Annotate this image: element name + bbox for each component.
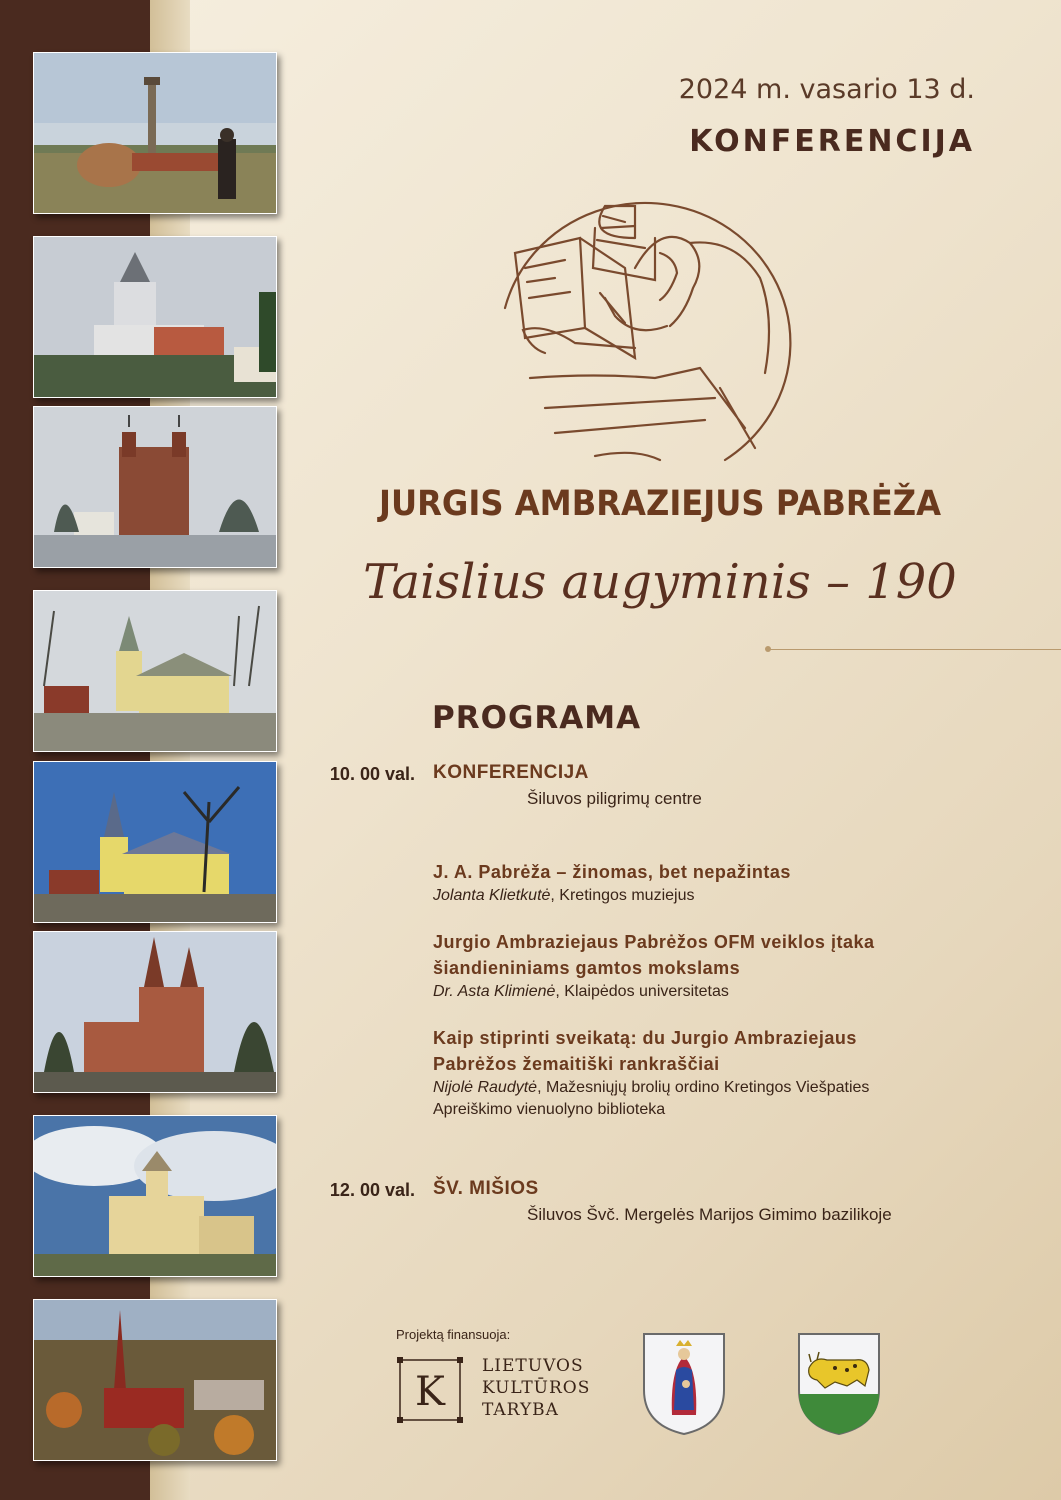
photo-white-church (33, 236, 277, 398)
talk-speaker: Jolanta Klietkutė (433, 887, 551, 904)
talk-speaker: Dr. Asta Klimienė (433, 983, 556, 1000)
monk-writing-emblem-icon (485, 198, 800, 488)
session-title: KONFERENCIJA (433, 762, 589, 783)
photo-town-aerial-view (33, 1299, 277, 1461)
session-place: Šiluvos Švč. Mergelės Marijos Gimimo bazilikoje (527, 1205, 892, 1224)
talk-item (433, 1025, 993, 1121)
talk-speaker-line (433, 885, 993, 907)
lithuanian-culture-council-logo-icon (395, 1355, 465, 1425)
main-title: JURGIS AMBRAZIEJUS PABRĖŽA (379, 484, 941, 524)
photo-roadside-cross (33, 52, 277, 214)
photo-red-twin-tower-church (33, 406, 277, 568)
talk-title: Kaip stiprinti sveikatą: du Jurgio Ambraziejaus (433, 1028, 857, 1048)
session-place: Šiluvos piligrimų centre (527, 789, 702, 808)
talk-title: šiandieniniams gamtos mokslams (433, 958, 741, 978)
talk-affiliation: , Mažesniųjų brolių ordino Kretingos Viešpaties (537, 1079, 870, 1096)
talk-item (433, 859, 993, 907)
talk-title: Pabrėžos žemaitiški rankraščiai (433, 1054, 720, 1074)
talk-speaker-line (433, 1077, 993, 1099)
decorative-rule (770, 649, 1061, 650)
photo-yellow-wooden-church (33, 590, 277, 752)
council-name (482, 1355, 590, 1421)
council-name-line: LIETUVOS (482, 1356, 584, 1376)
talk-affiliation: Apreiškimo vienuolyno biblioteka (433, 1101, 666, 1118)
photo-yellow-church-clouds (33, 1115, 277, 1277)
event-date: 2024 m. vasario 13 d. (678, 74, 975, 105)
photo-red-brick-gothic-church (33, 931, 277, 1093)
funded-by-label: Projektą finansuoja: (396, 1327, 511, 1342)
subtitle: Taislius augyminis – 190 (363, 554, 957, 610)
event-type: KONFERENCIJA (689, 124, 975, 159)
photo-yellow-church-blue-sky (33, 761, 277, 923)
session-title: ŠV. MIŠIOS (433, 1178, 539, 1199)
program-heading: PROGRAMA (432, 700, 642, 736)
talk-title: J. A. Pabrėža – žinomas, bet nepažintas (433, 862, 791, 882)
session-time: 12. 00 val. (329, 1180, 415, 1200)
decorative-rule-dot (765, 646, 771, 652)
council-name-line: TARYBA (482, 1400, 559, 1420)
talk-speaker-line (433, 981, 993, 1003)
talk-item (433, 929, 993, 1003)
council-logo-letter: K (415, 1369, 445, 1415)
session-time: 10. 00 val. (329, 764, 415, 784)
council-name-line: KULTŪROS (482, 1378, 591, 1398)
talk-speaker: Nijolė Raudytė (433, 1079, 538, 1096)
talk-title: Jurgio Ambraziejaus Pabrėžos OFM veiklos įtaka (433, 932, 875, 952)
madonna-crest-icon (640, 1330, 728, 1438)
talk-affiliation: , Kretingos muziejus (550, 887, 695, 904)
talk-affiliation: , Klaipėdos universitetas (555, 983, 729, 1000)
lynx-crest-icon (795, 1330, 883, 1438)
